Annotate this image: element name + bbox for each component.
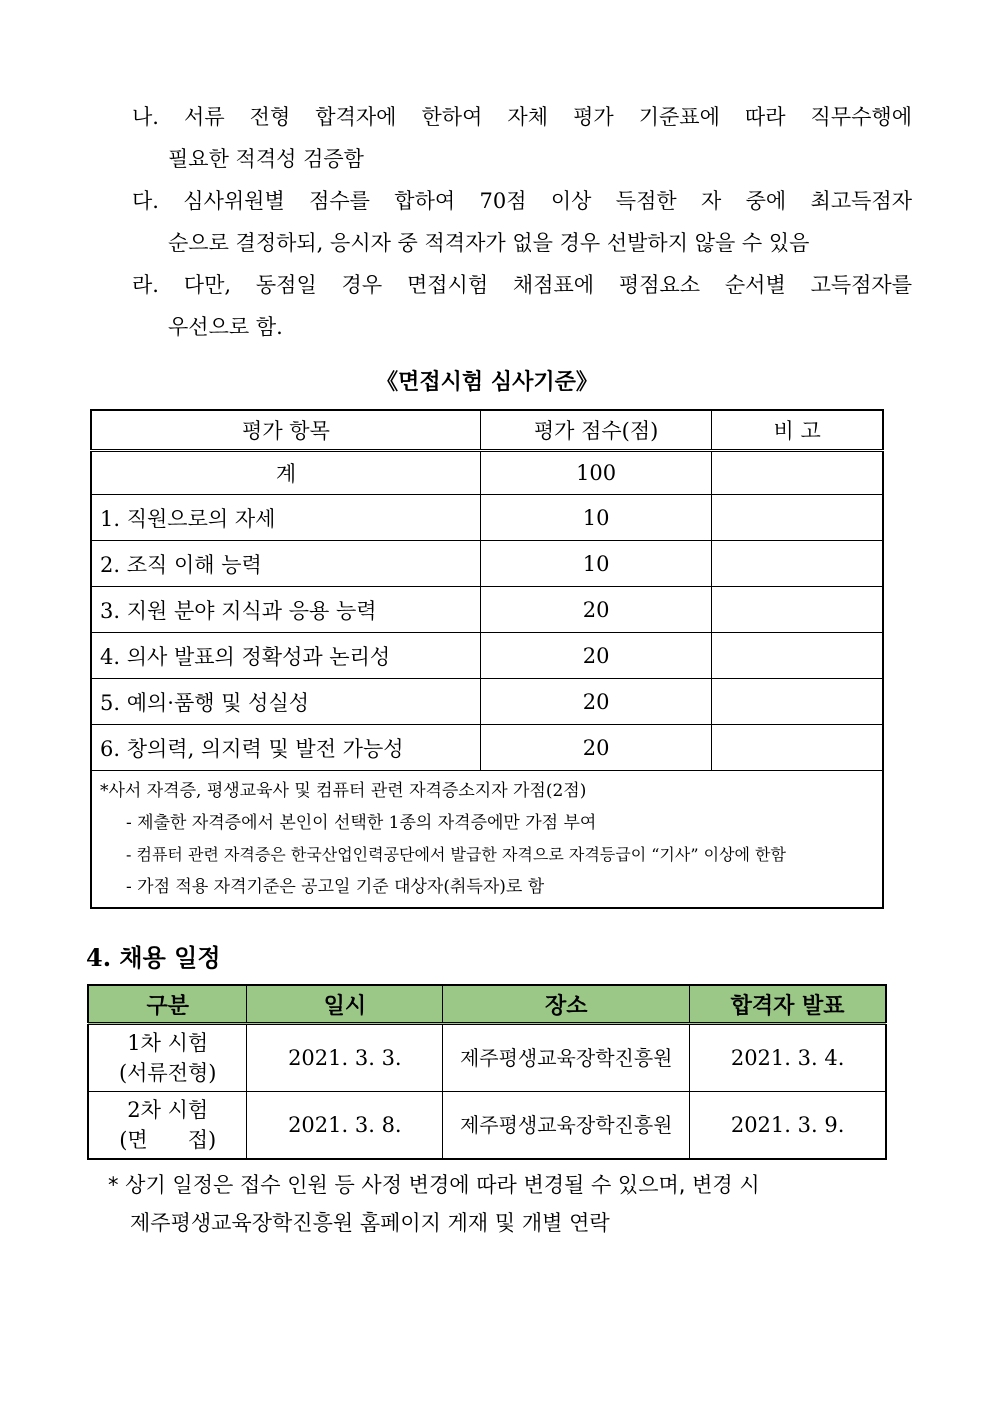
stage-name: 1차 시험: [127, 1031, 209, 1055]
item-note: [712, 679, 883, 725]
total-note: [712, 451, 883, 495]
total-score: 100: [480, 451, 711, 495]
paragraph-da-line1: 다. 심사위원별 점수를 합하여 70점 이상 득점한 자 중에 최고득점자: [132, 189, 912, 213]
header-stage: 구분: [88, 985, 247, 1024]
header-place: 장소: [443, 985, 690, 1024]
item-label: 2. 조직 이해 능력: [91, 541, 480, 587]
table-row: [91, 679, 883, 725]
total-label: 계: [91, 451, 480, 495]
header-eval-item: 평가 항목: [91, 410, 480, 451]
paragraph-da-line2: 순으로 결정하되, 응시자 중 적격자가 없을 경우 선발하지 않을 수 있음: [168, 231, 810, 255]
paragraph-na-line2: 필요한 적격성 검증함: [168, 147, 364, 171]
place-cell: 제주평생교육장학진흥원: [443, 1024, 690, 1092]
table-row: [91, 495, 883, 541]
evaluation-table: [90, 409, 884, 909]
announce-cell: 2021. 3. 9.: [690, 1092, 886, 1160]
paragraph-ra: [132, 264, 912, 348]
item-label: 6. 창의력, 의지력 및 발전 가능성: [91, 725, 480, 771]
item-label: 3. 지원 분야 지식과 응용 능력: [91, 587, 480, 633]
note-sub-1: - 제출한 자격증에서 본인이 선택한 1종의 자격증에만 가점 부여: [126, 813, 597, 833]
paragraph-ra-line1: 라. 다만, 동점일 경우 면접시험 채점표에 평점요소 순서별 고득점자를: [132, 273, 912, 297]
announce-cell: 2021. 3. 4.: [690, 1024, 886, 1092]
note-sub-2: - 컴퓨터 관련 자격증은 한국산업인력공단에서 발급한 자격으로 자격등급이 “기사” 이상에 한함: [126, 845, 786, 864]
evaluation-total-row: [91, 451, 883, 495]
item-label: 4. 의사 발표의 정확성과 논리성: [91, 633, 480, 679]
schedule-footnote: [108, 1166, 760, 1242]
item-label: 5. 예의·품행 및 성실성: [91, 679, 480, 725]
item-score: 10: [480, 495, 711, 541]
paragraph-na-line1: 나. 서류 전형 합격자에 한하여 자체 평가 기준표에 따라 직무수행에: [132, 105, 912, 129]
footnote-line1: * 상기 일정은 접수 인원 등 사정 변경에 따라 변경될 수 있으며, 변경 시: [108, 1173, 760, 1197]
date-cell: 2021. 3. 8.: [247, 1092, 443, 1160]
schedule-table: [87, 984, 887, 1160]
stage-name: 2차 시험: [127, 1098, 209, 1122]
place-cell: 제주평생교육장학진흥원: [443, 1092, 690, 1160]
evaluation-notes-row: [91, 771, 883, 909]
table-row: [88, 1092, 886, 1160]
paragraph-na: [132, 96, 912, 180]
item-score: 20: [480, 633, 711, 679]
item-label: 1. 직원으로의 자세: [91, 495, 480, 541]
item-note: [712, 633, 883, 679]
header-eval-note: 비 고: [712, 410, 883, 451]
evaluation-notes: [91, 771, 883, 909]
item-score: 20: [480, 725, 711, 771]
table-row: [91, 587, 883, 633]
table-row: [88, 1024, 886, 1092]
date-cell: 2021. 3. 3.: [247, 1024, 443, 1092]
note-sub-3: - 가점 적용 자격기준은 공고일 기준 대상자(취득자)로 함: [126, 877, 545, 897]
note-bonus-points: *사서 자격증, 평생교육사 및 컴퓨터 관련 자격증소지자 가점(2점): [100, 781, 587, 801]
header-announce: 합격자 발표: [690, 985, 886, 1024]
schedule-heading: 4. 채용 일정: [86, 943, 221, 972]
footnote-line2: 제주평생교육장학진흥원 홈페이지 게재 및 개별 연락: [130, 1211, 610, 1235]
stage-sub: (서류전형): [118, 1061, 217, 1085]
header-eval-score: 평가 점수(점): [480, 410, 711, 451]
item-note: [712, 495, 883, 541]
evaluation-header-row: [91, 410, 883, 451]
item-score: 20: [480, 679, 711, 725]
table-row: [91, 633, 883, 679]
evaluation-title: 《면접시험 심사기준》: [376, 369, 598, 395]
table-row: [91, 541, 883, 587]
stage-cell: [88, 1092, 247, 1160]
paragraph-ra-line2: 우선으로 함.: [168, 315, 283, 339]
table-row: [91, 725, 883, 771]
item-score: 10: [480, 541, 711, 587]
stage-cell: [88, 1024, 247, 1092]
item-score: 20: [480, 587, 711, 633]
item-note: [712, 541, 883, 587]
stage-sub: (면 접): [119, 1128, 217, 1152]
schedule-header-row: [88, 985, 886, 1024]
item-note: [712, 725, 883, 771]
paragraph-da: [132, 180, 912, 264]
item-note: [712, 587, 883, 633]
header-date: 일시: [247, 985, 443, 1024]
